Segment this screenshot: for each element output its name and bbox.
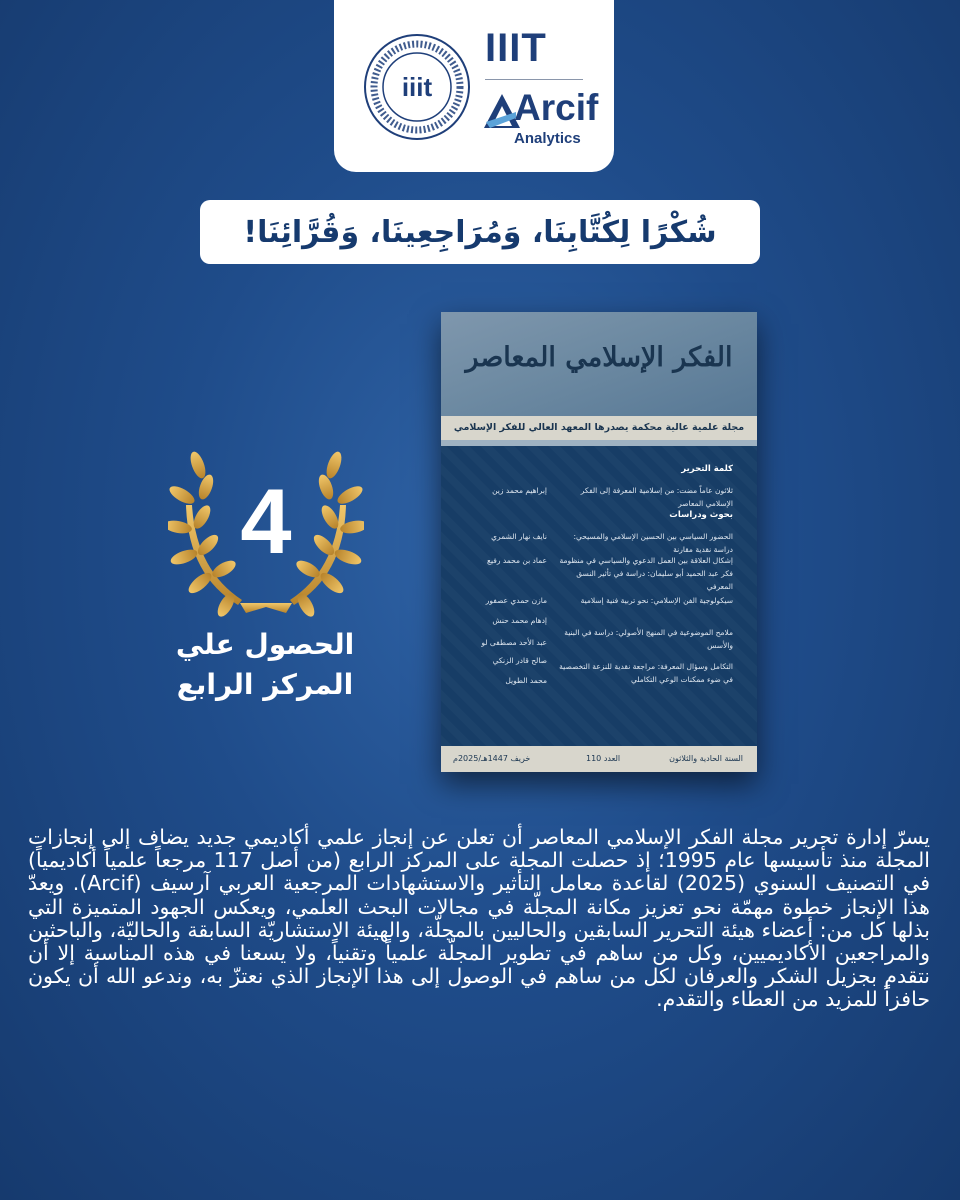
cover-footer [441, 746, 757, 772]
toc-title: ملامح الموضوعية في المنهج الأصولي: دراسة في البنية والأسس [564, 628, 733, 650]
toc-author: صالح قادر الزنكي [492, 656, 547, 665]
rank-number: 4 [240, 471, 292, 573]
editorial-heading: كلمة التحرير [681, 464, 733, 474]
toc-author: إبراهيم محمد زين [492, 486, 547, 495]
award-line-2: المركز الرابع [176, 668, 354, 701]
brand-divider [485, 79, 583, 80]
toc-title: سيكولوجية الفن الإسلامي: نحو تربية فنية إسلامية [580, 596, 733, 605]
award-line-1: الحصول علي [175, 628, 355, 661]
toc-author: مازن حمدي عصفور [485, 596, 547, 605]
iiit-wordmark: IIIT [485, 26, 547, 70]
toc-author: عبد الأحد مصطفى لو [481, 638, 547, 647]
toc-author: محمد الطويل [505, 676, 547, 685]
cover-volume: السنة الحادية والثلاثون [669, 754, 743, 763]
toc-title: الحضور السياسي بين الحسين الإسلامي والمسيحي: دراسة نقدية مقارنة [573, 532, 733, 554]
research-heading: بحوث ودراسات [669, 510, 733, 520]
cover-date: خريف 1447هـ/2025م [453, 754, 531, 763]
announcement-paragraph: يسرّ إدارة تحرير مجلة الفكر الإسلامي المعاصر أن تعلن عن إنجاز علمي أكاديمي جديد يضاف إلى إنجازات المجلة منذ تأسيسها عام 1995؛ إذ حصلت المجلة على المركز الرابع (من أصل 117 مرجعاً علمياً أكاديمياً) في التصنيف السنوي (2025) لقاعدة معامل التأثير والاستشهادات المرجعية العربي آرسيف (Arcif). ويعدّ هذا الإنجاز خطوة مهمّة نحو تعزيز مكانة المجلّة في مجالات البحث العلمي، ويعكس الجهود المتميزة التي بذلها كل من: أعضاء هيئة التحرير السابقين والحاليين بالمجلّة، والهيئة الاستشاريّة السابقة والحاليّة، والباحثين والمراجعين الأكاديميين، وكل من ساهم في تطوير المجلّة علمياً وتقنياً، ولا يسعنا في هذه المناسبة إلا أن نتقدم بجزيل الشكر والعرفان لكل من ساهم في الوصول إلى هذا الإنجاز الذي نعتزّ به، وندعو الله أن يكون حافزاً للمزيد من العطاء والتقدم. [28, 825, 930, 1012]
award-caption [150, 625, 380, 705]
analytics-wordmark: Analytics [514, 130, 581, 147]
journal-cover [441, 312, 757, 772]
arcif-wordmark: Arcif [514, 87, 599, 128]
toc-author: نايف نهار الشمري [491, 532, 547, 541]
iiit-seal-logo [362, 32, 472, 142]
cover-title: الفكر الإسلامي المعاصر [465, 342, 733, 373]
cover-body [441, 446, 757, 746]
cover-issue: العدد 110 [586, 754, 621, 763]
toc-author: عماد بن محمد رفيع [487, 556, 547, 565]
toc-author: إدهام محمد حنش [492, 616, 547, 625]
toc-title: التكامل وسؤال المعرفة: مراجعة نقدية للنزعة التخصصية في ضوء ممكنات الوعي التكاملي [559, 662, 733, 684]
svg-text:iiit: iiit [401, 72, 433, 102]
thanks-banner: شُكْرًا لِكُتَّابِنَا، وَمُرَاجِعِينَا، وَقُرَّائِنَا! [200, 200, 760, 264]
toc-title: ثلاثون عاماً مضت: من إسلامية المعرفة إلى الفكر الإسلامي المعاصر [580, 486, 733, 508]
logo-card [334, 0, 614, 172]
cover-subtitle: مجلة علمية عالية محكمة يصدرها المعهد العالي للفكر الإسلامي [441, 416, 757, 440]
toc-title: إشكال العلاقة بين العمل الدعوي والسياسي في منظومة فكر عبد الحميد أبو سليمان: دراسة في تأثير النسق المعرفي [559, 556, 733, 591]
